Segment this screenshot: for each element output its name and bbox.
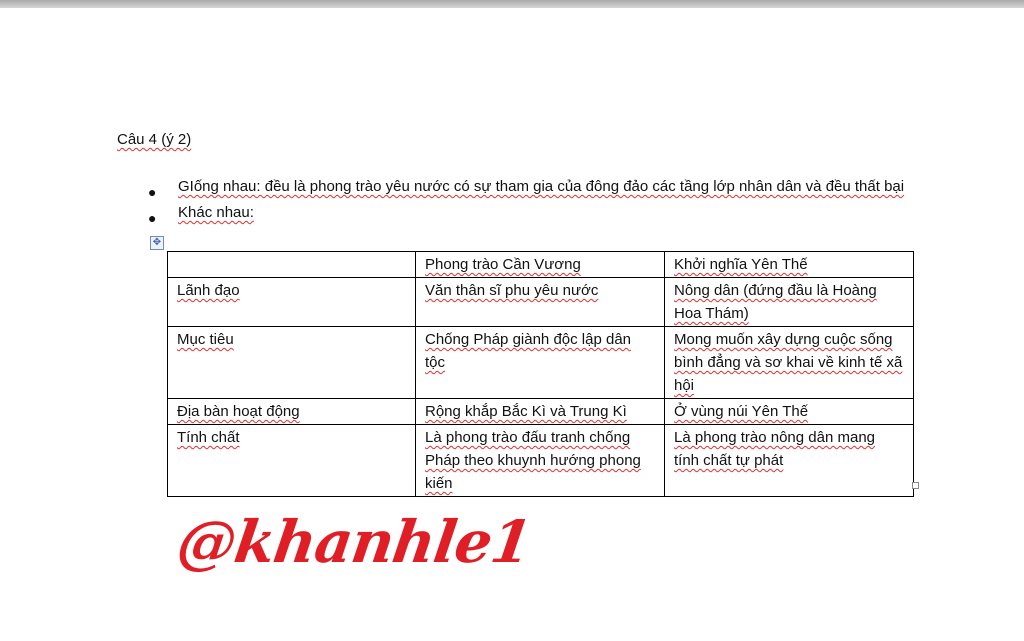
table-cell: Văn thân sĩ phu yêu nước: [416, 278, 665, 327]
table-cell: Nông dân (đứng đầu là Hoàng Hoa Thám): [665, 278, 914, 327]
bullet-item-differences: [145, 200, 915, 226]
table-cell: Rộng khắp Bắc Kì và Trung Kì: [416, 399, 665, 425]
table-cell: Ở vùng núi Yên Thế: [665, 399, 914, 425]
bullet-dot-icon: ●: [148, 184, 157, 200]
table-row-label: Tính chất: [168, 425, 416, 497]
table-cell: Là phong trào nông dân mang tính chất tự phát: [665, 425, 914, 497]
comparison-table: [167, 251, 914, 497]
bullet-item-similarities: [145, 174, 915, 200]
table-header-cell: Khởi nghĩa Yên Thế: [665, 252, 914, 278]
window-top-border: [0, 0, 1024, 8]
bullet-text: Khác nhau:: [178, 204, 254, 221]
table-row-label: Lãnh đạo: [168, 278, 416, 327]
table-header-cell: Phong trào Cần Vương: [416, 252, 665, 278]
table-cell: Mong muốn xây dựng cuộc sống bình đẳng và sơ khai về kinh tế xã hội: [665, 327, 914, 399]
table-row: [168, 278, 914, 327]
table-row: [168, 399, 914, 425]
table-header-row: [168, 252, 914, 278]
table-row-label: Mục tiêu: [168, 327, 416, 399]
bullet-list: [145, 174, 915, 226]
table-move-handle-icon[interactable]: ✥: [150, 236, 164, 250]
author-watermark: @khanhle1: [173, 508, 536, 576]
table-row-label: Địa bàn hoạt động: [168, 399, 416, 425]
table-resize-handle-icon[interactable]: [912, 482, 919, 489]
table-cell: Là phong trào đấu tranh chống Pháp theo khuynh hướng phong kiến: [416, 425, 665, 497]
question-heading: Câu 4 (ý 2): [117, 131, 192, 148]
table-row: [168, 327, 914, 399]
bullet-dot-icon: ●: [148, 210, 157, 226]
table-cell: [168, 252, 416, 278]
bullet-text: GIống nhau: đều là phong trào yêu nước có sự tham gia của đông đảo các tầng lớp nhân dân và đều thất bại: [178, 178, 905, 195]
table-cell: Chống Pháp giành độc lập dân tộc: [416, 327, 665, 399]
table-row: [168, 425, 914, 497]
